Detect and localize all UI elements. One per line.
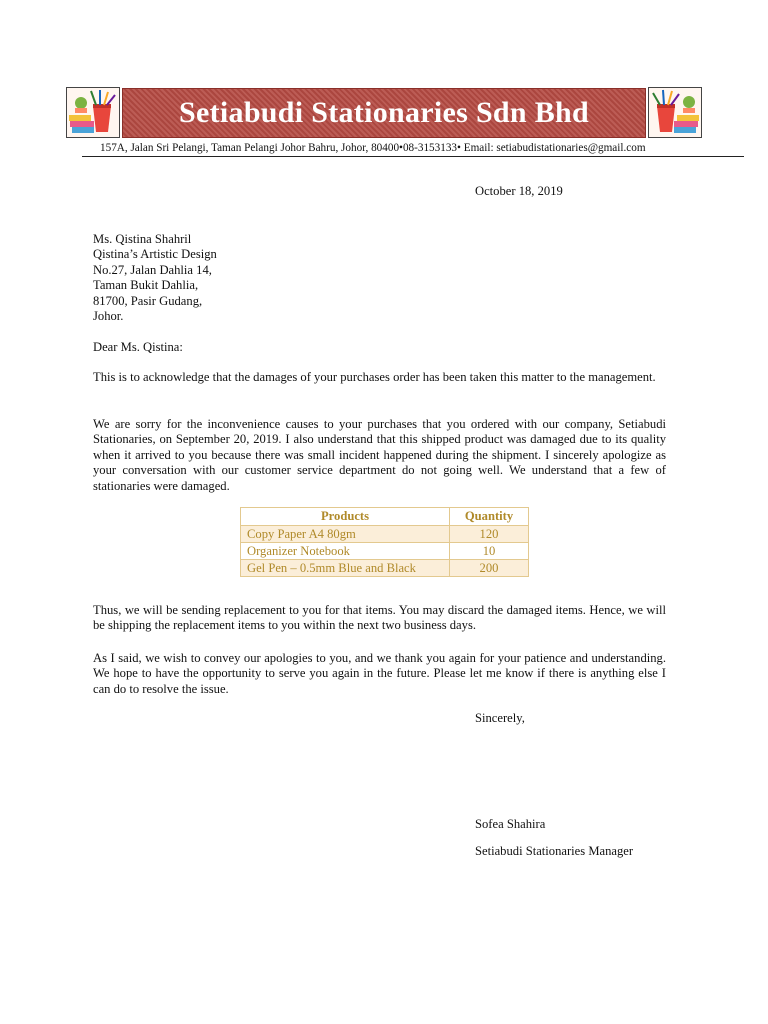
- signer-title: Setiabudi Stationaries Manager: [475, 844, 634, 858]
- letterhead-banner: [122, 88, 646, 138]
- quantity-cell: 200: [450, 560, 529, 577]
- letter-date: October 18, 2019: [475, 184, 563, 198]
- body-paragraph: This is to acknowledge that the damages of your purchases order has been taken this matter to the management.: [93, 370, 656, 384]
- product-cell: Gel Pen – 0.5mm Blue and Black: [241, 560, 450, 577]
- table-header-row: [241, 508, 529, 526]
- recipient-line: 81700, Pasir Gudang,: [93, 293, 203, 308]
- body-paragraph: We are sorry for the inconvenience causes to your purchases that you ordered with our company, Setiabudi Stationaries, on September 20, 2019. I also understand that this shipped product was damaged due to its quality when it arrived to you because there was small incident happened during the shipment. I sincerely apologize as your conversation with our customer service department do not going well. We understand that a few of stationaries were damaged.: [93, 417, 666, 493]
- stationery-cup-icon: [66, 87, 120, 138]
- quantity-cell: 10: [450, 543, 529, 560]
- recipient-address: [93, 232, 217, 324]
- product-cell: Copy Paper A4 80gm: [241, 526, 450, 543]
- products-table: [240, 507, 529, 577]
- column-header-products: Products: [241, 508, 450, 526]
- product-cell: Organizer Notebook: [241, 543, 450, 560]
- recipient-line: Qistina’s Artistic Design: [93, 247, 217, 262]
- recipient-line: Johor.: [93, 309, 124, 324]
- salutation: Dear Ms. Qistina:: [93, 340, 183, 354]
- company-address: 157A, Jalan Sri Pelangi, Taman Pelangi Johor Bahru, Johor, 80400•08-3153133• Email: setiabudistationaries@gmail.com: [100, 142, 646, 154]
- column-header-quantity: Quantity: [450, 508, 529, 526]
- recipient-line: Taman Bukit Dahlia,: [93, 278, 199, 293]
- quantity-cell: 120: [450, 526, 529, 543]
- signer-name: Sofea Shahira: [475, 817, 546, 831]
- stationery-cup-icon: [648, 87, 702, 138]
- company-name: Setiabudi Stationaries Sdn Bhd: [179, 96, 589, 129]
- letterhead: [66, 87, 702, 140]
- recipient-line: Ms. Qistina Shahril: [93, 232, 192, 246]
- body-paragraph: As I said, we wish to convey our apologies to you, and we thank you again for your patience and understanding. We hope to have the opportunity to serve you again in the future. Please let me know if there is anything else I can do to resolve the issue.: [93, 651, 666, 696]
- header-divider: [82, 156, 744, 157]
- table-row: [241, 560, 529, 577]
- table-row: [241, 543, 529, 560]
- recipient-line: No.27, Jalan Dahlia 14,: [93, 262, 212, 277]
- closing: Sincerely,: [475, 711, 525, 725]
- table-row: [241, 526, 529, 543]
- body-paragraph: Thus, we will be sending replacement to you for that items. You may discard the damaged items. Hence, we will be shipping the replacement items to you within the next two business days.: [93, 603, 666, 633]
